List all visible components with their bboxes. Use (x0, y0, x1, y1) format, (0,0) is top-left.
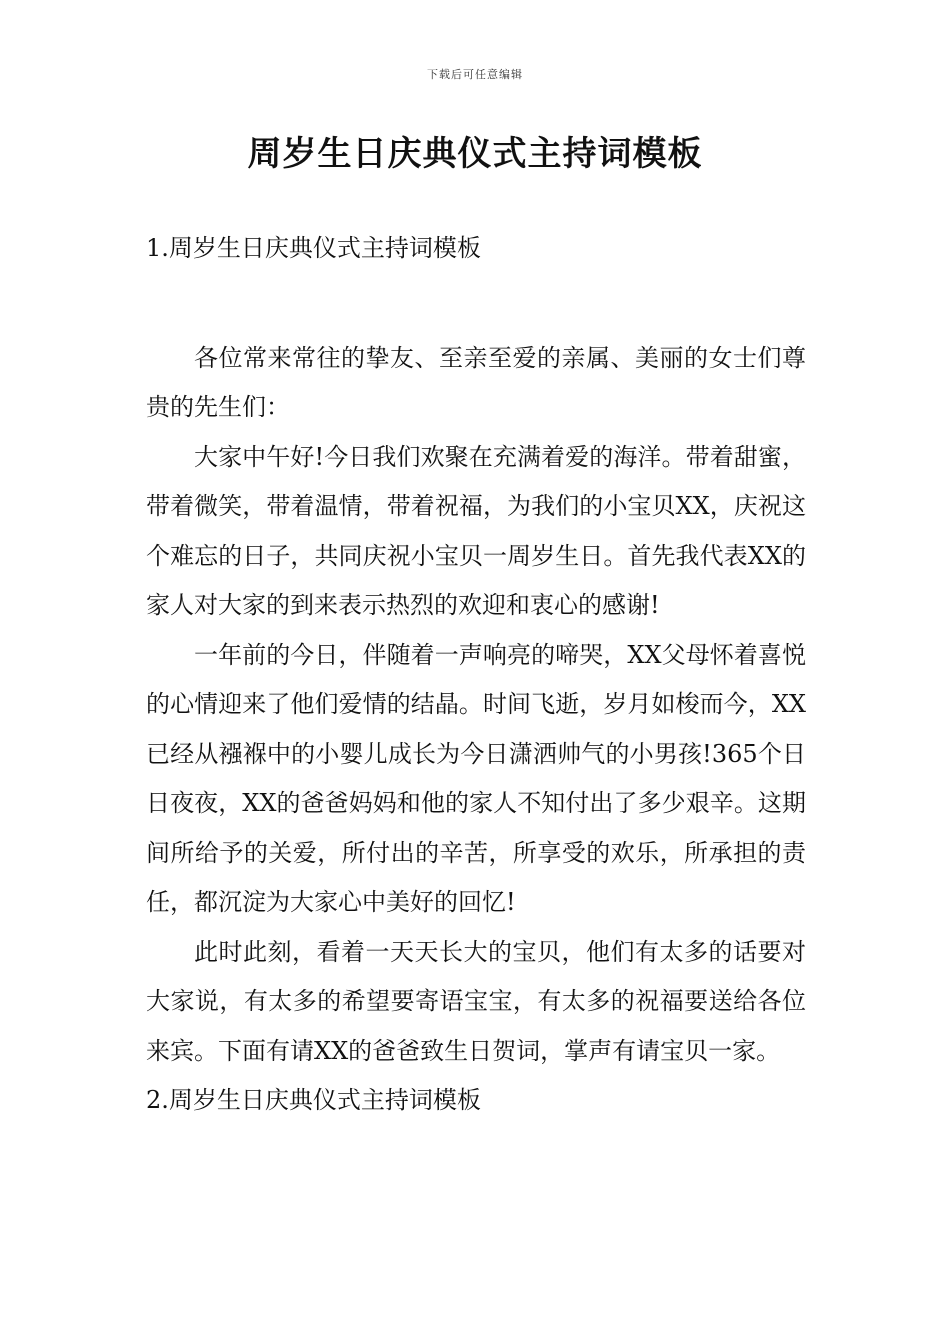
paragraph-review: 一年前的今日，伴随着一声响亮的啼哭，XX父母怀着喜悦的心情迎来了他们爱情的结晶。时间飞逝，岁月如梭而今，XX已经从襁褓中的小婴儿成长为今日潇洒帅气的小男孩!365个日日夜夜，XX的爸爸妈妈和他的家人不知付出了多少艰辛。这期间所给予的关爱，所付出的辛苦，所享受的欢乐，所承担的责任，都沉淀为大家心中美好的回忆! (146, 640, 806, 916)
section-1-heading: 1.周岁生日庆典仪式主持词模板 (146, 234, 481, 262)
document-title: 周岁生日庆典仪式主持词模板 (247, 134, 703, 174)
section-2-heading: 2.周岁生日庆典仪式主持词模板 (146, 1086, 481, 1114)
section-gap (146, 274, 806, 334)
header-note: 下载后可任意编辑 (427, 68, 523, 81)
paragraph-welcome: 大家中午好!今日我们欢聚在充满着爱的海洋。带着甜蜜，带着微笑，带着温情，带着祝福，为我们的小宝贝XX，庆祝这个难忘的日子，共同庆祝小宝贝一周岁生日。首先我代表XX的家人对大家的到来表示热烈的欢迎和衷心的感谢! (146, 442, 806, 619)
paragraph-greeting: 各位常来常往的挚友、至亲至爱的亲属、美丽的女士们尊贵的先生们： (146, 343, 806, 421)
paragraph-invitation: 此时此刻，看着一天天长大的宝贝，他们有太多的话要对大家说，有太多的希望要寄语宝宝，有太多的祝福要送给各位来宾。下面有请XX的爸爸致生日贺词，掌声有请宝贝一家。 (146, 937, 806, 1065)
document-body (146, 224, 806, 1126)
